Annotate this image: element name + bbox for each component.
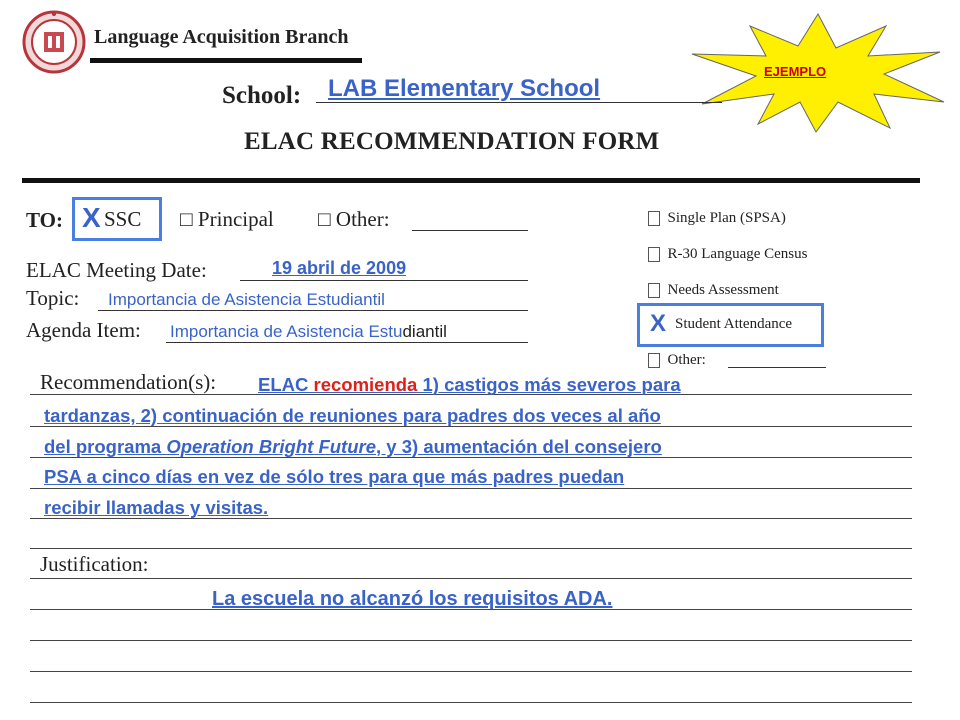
recommendation-program-name: Operation Bright Future	[166, 436, 377, 457]
recommendation-line-5: recibir llamadas y visitas.	[44, 497, 269, 518]
branch-title: Language Acquisition Branch	[94, 26, 349, 48]
form-line	[30, 671, 912, 672]
topic-value: Importancia de Asistencia Estudiantil	[108, 290, 385, 309]
ejemplo-badge-text: EJEMPLO	[764, 64, 827, 79]
recommendation-line-3	[44, 436, 662, 458]
branch-underline	[90, 58, 362, 63]
justification-value: La escuela no alcanzó los requisitos ADA.	[212, 588, 613, 610]
agenda-line	[166, 342, 528, 343]
other-option[interactable]: □ Other:	[318, 207, 390, 231]
checkbox-icon	[648, 353, 660, 368]
school-label: School:	[222, 82, 302, 109]
agenda-value-main: Importancia de Asistencia Estu	[170, 322, 403, 341]
to-label: TO:	[26, 208, 63, 232]
attendance-label: Student Attendance	[675, 316, 793, 332]
meeting-date-value: 19 abril de 2009	[272, 258, 407, 278]
checklist-needs-label: Needs Assessment	[667, 282, 779, 298]
recommendation-label: Recommendation(s):	[40, 370, 217, 394]
header-divider	[22, 178, 920, 183]
recommendation-line-3-c: , y 3) aumentación del consejero	[376, 436, 662, 457]
checklist-other-label: Other:	[667, 352, 706, 368]
checklist-census-label: R-30 Language Census	[667, 246, 808, 262]
form-line	[30, 640, 912, 641]
recommendation-elac: ELAC	[258, 374, 314, 395]
recommendation-line-2: tardanzas, 2) continuación de reuniones para padres dos veces al año	[44, 405, 661, 426]
meeting-date-line	[240, 280, 528, 281]
checklist-spsa-label: Single Plan (SPSA)	[667, 210, 786, 226]
recommendation-line-1	[258, 374, 681, 396]
ssc-x-mark: X	[82, 202, 101, 233]
checklist-needs[interactable]	[648, 282, 779, 299]
checkbox-icon	[648, 247, 660, 262]
checklist-spsa[interactable]	[648, 210, 786, 227]
form-line	[30, 548, 912, 549]
ssc-label: SSC	[104, 207, 142, 231]
checklist-other[interactable]	[648, 352, 706, 369]
agenda-value	[170, 322, 447, 342]
checklist-other-line	[728, 367, 826, 368]
recommendation-line-3-a: del programa	[44, 436, 167, 457]
recommendation-red-word: recomienda	[313, 374, 418, 395]
checkbox-icon	[648, 283, 660, 298]
checklist-census[interactable]	[648, 246, 807, 263]
other-line	[412, 230, 528, 231]
topic-label: Topic:	[26, 286, 80, 310]
recommendation-line-4: PSA a cinco días en vez de sólo tres para que más padres puedan	[44, 466, 625, 487]
principal-option[interactable]: □ Principal	[180, 207, 274, 231]
agenda-label: Agenda Item:	[26, 318, 141, 342]
form-line	[30, 488, 912, 489]
form-line	[30, 578, 912, 579]
checkbox-icon	[648, 211, 660, 226]
agenda-value-tail: diantil	[402, 322, 447, 341]
recommendation-line-1-rest: 1) castigos más severos para	[417, 374, 681, 395]
form-title: ELAC RECOMMENDATION FORM	[244, 128, 660, 155]
school-value: LAB Elementary School	[328, 75, 601, 102]
topic-line	[98, 310, 528, 311]
form-line	[30, 702, 912, 703]
meeting-date-label: ELAC Meeting Date:	[26, 258, 207, 282]
attendance-x-mark: X	[650, 310, 667, 337]
university-seal-logo	[22, 10, 86, 74]
justification-label: Justification:	[40, 552, 149, 576]
